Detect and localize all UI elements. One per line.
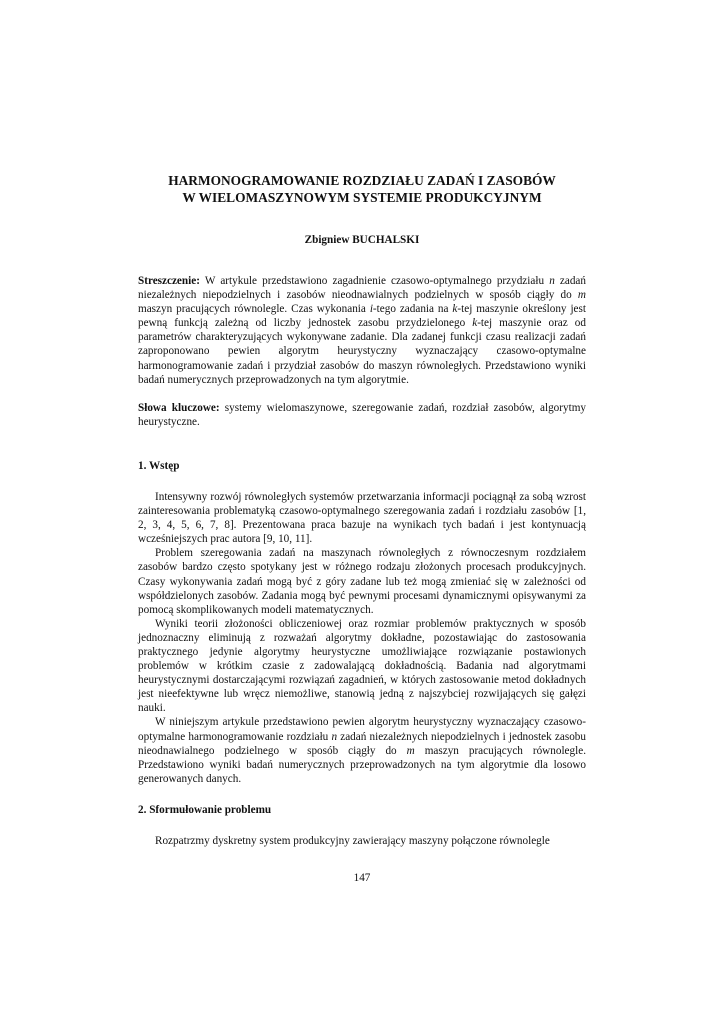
section-heading-intro: 1. Wstęp [138, 459, 180, 472]
abstract-text: -tej maszynie oraz od parametrów charakteryzujących wykonywane zadanie. Dla zadanej funkcji czasu realizacji zadań zaproponowano pewien algorytm heurystyczny wyznaczający czasowo-optymalne harmonogramowanie zadań i przydział zasobów do maszyn równoległych. Przedstawiono wyniki badań numerycznych przeprowadzonych na tym algorytmie. [138, 317, 586, 386]
abstract-text: -tego zadania na [372, 303, 453, 316]
abstract-label: Streszczenie: [138, 275, 200, 287]
paragraph-text: maszyn pracujących równolegle. Przedstawiono wyniki badań numerycznych przeprowadzonych na tym algorytmie dla losowo generowanych danych. [138, 744, 586, 785]
paragraph [138, 715, 586, 785]
paragraph: Problem szeregowania zadań na maszynach równoległych z równoczesnym rozdziałem zasobów bardzo często spotykany jest w różnego rodzaju złożonych procesach produkcyjnych. Czasy wykonywania zadań mogą być z góry zadane lub też mogą zmieniać się w zależności od współdzielonych zasobów. Zadania mogą być pewnymi procesami dynamicznymi opisywanymi za pomocą skomplikowanych modeli matematycznych. [138, 547, 586, 616]
title-line-2: W WIELOMASZYNOWYM SYSTEMIE PRODUKCYJNYM [182, 190, 542, 205]
article-page [138, 172, 586, 848]
math-var: m [406, 744, 415, 757]
author-name: Zbigniew BUCHALSKI [304, 234, 420, 246]
abstract-text: -tej maszynie określony jest pewną funkcją zależną od liczby jednostek zasobu przydzielonego [138, 303, 586, 330]
section-body-intro [138, 490, 586, 786]
abstract [138, 274, 586, 387]
abstract-text: maszyn pracujących równolegle. Czas wykonania [138, 303, 370, 316]
math-var: n [331, 730, 338, 743]
keywords [138, 401, 586, 429]
paragraph: Wyniki teorii złożoności obliczeniowej oraz rozmiar problemów praktycznych w sposób jednoznaczny eliminują z rozważań algorytmy dokładne, pozostawiając do zastosowania praktycznego jedynie algorytmy heurystyczne umożliwiające rozwiązanie postawionych problemów w krótkim czasie z zadowalającą dokładnością. Badania nad algorytmami heurystycznymi dostarczającymi rozwiązań zagadnień, w których zastosowanie metod dokładnych jest nieefektywne lub wręcz niemożliwe, stanowią jedną z najszybciej rozwijających się gałęzi nauki. [138, 617, 586, 715]
title-line-1: HARMONOGRAMOWANIE ROZDZIAŁU ZADAŃ I ZASOBÓW [168, 173, 556, 188]
section-body-problem [138, 834, 586, 848]
section-heading-problem: 2. Sformułowanie problemu [138, 803, 272, 816]
keywords-text: systemy wielomaszynowe, szeregowanie zadań, rozdział zasobów, algorytmy heurystyczne. [138, 401, 586, 428]
keywords-label: Słowa kluczowe: [138, 401, 220, 414]
math-var: k [472, 317, 478, 330]
math-var: m [577, 289, 586, 302]
math-var: n [549, 275, 555, 287]
article-title [138, 172, 586, 206]
math-var: k [452, 303, 458, 316]
paragraph-text: zadań niezależnych niepodzielnych i jednostek zasobu nieodnawialnego podzielnego w sposób ciągły do [138, 730, 586, 757]
abstract-text: zadań niezależnych niepodzielnych i zasobów nieodnawialnych podzielnych w sposób ciągły do [138, 275, 586, 302]
paragraph: Intensywny rozwój równoległych systemów przetwarzania informacji pociągnął za sobą wzrost zainteresowania problematyką czasowo-optymalnego szeregowania zadań i rozdziału zasobów [1, 2, 3, 4, 5, 6, 7, 8]. Prezentowana praca bazuje na wynikach tych badań i jest kontynuacją wcześniejszych prac autora [9, 10, 11]. [138, 490, 586, 546]
page-number: 147 [353, 872, 371, 884]
abstract-text: W artykule przedstawiono zagadnienie czasowo-optymalnego przydziału [199, 275, 550, 287]
paragraph-text: W niniejszym artykule przedstawiono pewien algorytm heurystyczny wyznaczający czasowo-optymalne harmonogramowanie rozdziału [138, 716, 586, 743]
paragraph: Rozpatrzmy dyskretny system produkcyjny zawierający maszyny połączone równolegle [155, 834, 550, 847]
math-var: i [369, 303, 373, 316]
